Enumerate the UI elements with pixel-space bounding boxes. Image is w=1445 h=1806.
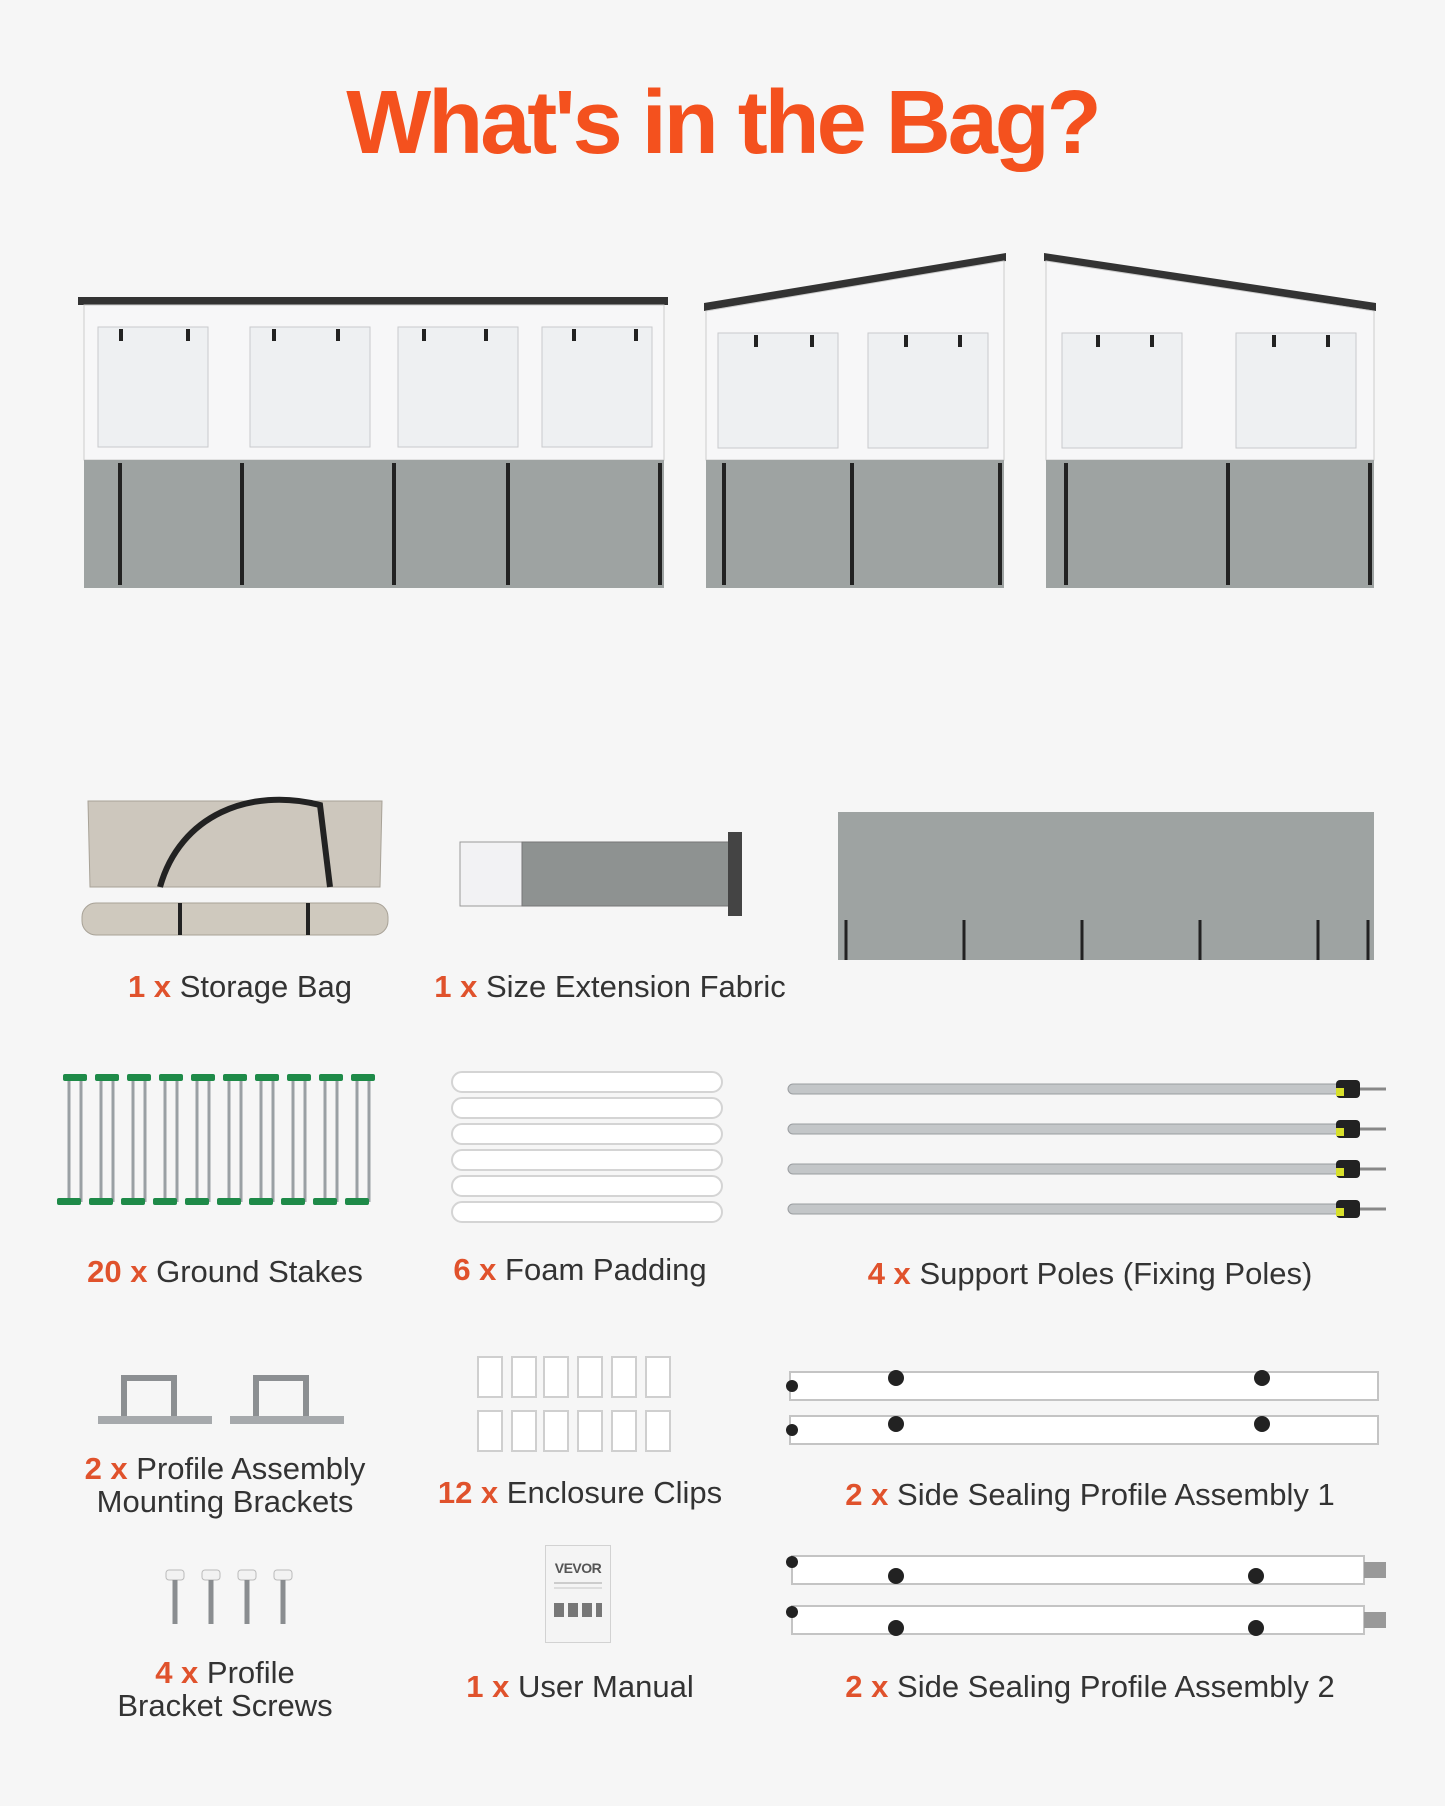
caption-side-sealing-2: 2 x Side Sealing Profile Assembly 2 <box>845 1669 1335 1704</box>
caption-enclosure-clips: 12 x Enclosure Clips <box>437 1475 723 1510</box>
mounting-brackets-image <box>96 1368 348 1428</box>
side-sealing-profile-1-image <box>780 1368 1392 1450</box>
size-extension-fabric-panel-image <box>836 810 1376 962</box>
support-poles-image <box>780 1070 1392 1220</box>
bracket-screws-image <box>162 1568 302 1628</box>
caption-side-sealing-1: 2 x Side Sealing Profile Assembly 1 <box>845 1477 1335 1512</box>
caption-user-manual: 1 x User Manual <box>466 1669 694 1704</box>
enclosure-wall-panels <box>76 245 1378 650</box>
ground-stakes-image <box>55 1070 387 1210</box>
caption-mounting-brackets: 2 x Profile Assembly Mounting Brackets <box>84 1451 366 1519</box>
caption-size-extension-fabric: 1 x Size Extension Fabric <box>434 969 786 1004</box>
caption-bracket-screws: 4 x Profile Bracket Screws <box>117 1655 333 1723</box>
long-wall-panel <box>78 297 668 588</box>
page-title: What's in the Bag? <box>346 73 1099 173</box>
caption-ground-stakes: 20 x Ground Stakes <box>87 1254 363 1289</box>
caption-support-poles: 4 x Support Poles (Fixing Poles) <box>867 1256 1313 1291</box>
caption-storage-bag: 1 x Storage Bag <box>127 969 353 1004</box>
caption-foam-padding: 6 x Foam Padding <box>453 1252 707 1287</box>
storage-bag-image <box>80 795 392 945</box>
side-wall-panel-right <box>1044 253 1376 588</box>
user-manual-image <box>545 1545 611 1643</box>
size-extension-fabric-image <box>458 830 758 920</box>
side-sealing-profile-2-image <box>780 1550 1392 1642</box>
side-wall-panel-left <box>704 253 1006 588</box>
enclosure-clips-image <box>476 1355 676 1455</box>
foam-padding-image <box>450 1070 724 1230</box>
manual-brand-logo: VEVOR <box>554 1560 602 1576</box>
